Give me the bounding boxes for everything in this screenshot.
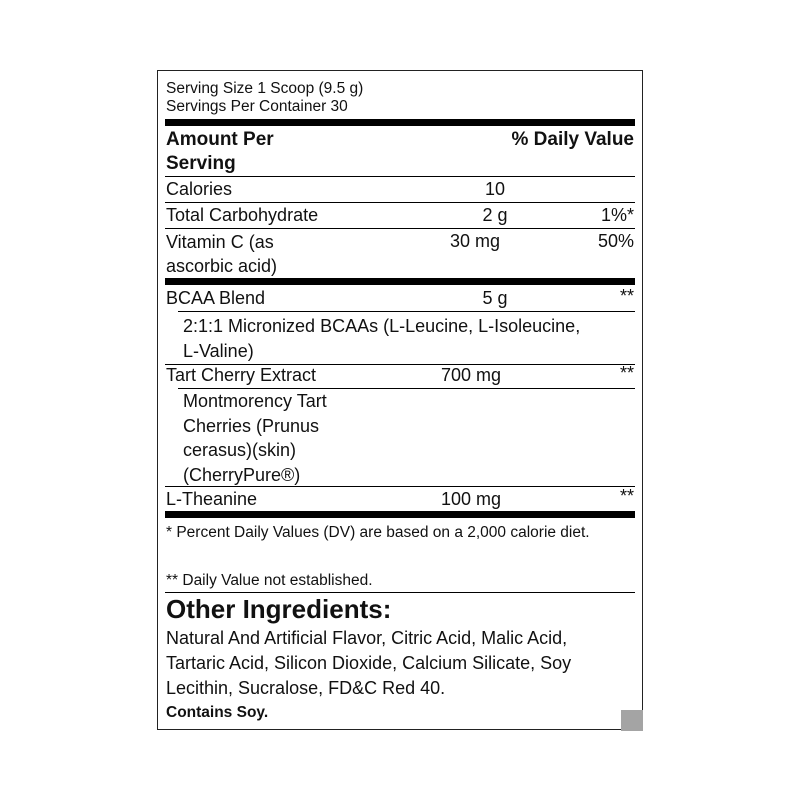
- servings-per-container: Servings Per Container 30: [166, 98, 348, 115]
- total-carbohydrate-label: Total Carbohydrate: [166, 205, 319, 225]
- vitamin-c-label: Vitamin C (as ascorbic acid): [166, 232, 278, 276]
- total-carbohydrate-dv: 1%*: [600, 205, 634, 225]
- row-divider: [165, 486, 635, 487]
- row-divider: [165, 592, 635, 593]
- bcaa-blend-label: BCAA Blend: [166, 288, 266, 308]
- bcaa-blend-ingredients: 2:1:1 Micronized BCAAs (L-Leucine, L-Isoleucine, L-Valine): [183, 316, 581, 361]
- tart-cherry-extract-dv: **: [619, 363, 634, 383]
- not-established-footnote: ** Daily Value not established.: [166, 572, 373, 589]
- row-divider: [165, 228, 635, 229]
- tart-cherry-ingredients: Montmorency Tart Cherries (Prunus cerasus)(skin) (CherryPure®): [183, 391, 327, 485]
- l-theanine-label: L-Theanine: [166, 489, 258, 509]
- calories-label: Calories: [166, 179, 233, 199]
- total-carbohydrate-amount: 2 g: [482, 205, 508, 225]
- thick-divider: [165, 511, 635, 518]
- other-ingredients-title: Other Ingredients:: [166, 594, 392, 624]
- tart-cherry-extract-label: Tart Cherry Extract: [166, 365, 317, 385]
- tart-cherry-extract-amount: 700 mg: [440, 365, 502, 385]
- serving-size: Serving Size 1 Scoop (9.5 g): [166, 80, 364, 97]
- row-divider: [165, 176, 635, 177]
- l-theanine-dv: **: [619, 486, 634, 506]
- supplement-facts-label: [157, 70, 643, 730]
- allergen-statement: Contains Soy.: [166, 704, 269, 721]
- row-divider: [165, 202, 635, 203]
- sub-row-divider: [178, 311, 635, 312]
- l-theanine-amount: 100 mg: [440, 489, 502, 509]
- vitamin-c-dv: 50%: [597, 231, 634, 251]
- bcaa-blend-amount: 5 g: [482, 288, 508, 308]
- daily-value-heading: % Daily Value: [511, 129, 634, 150]
- bcaa-blend-dv: **: [619, 286, 634, 306]
- thick-divider: [165, 278, 635, 285]
- other-ingredients-text: Natural And Artificial Flavor, Citric Acid, Malic Acid, Tartaric Acid, Silicon Dioxide, Calcium Silicate, Soy Lecithin, Sucralose, FD&C Red 40.: [166, 628, 572, 698]
- calories-amount: 10: [484, 179, 506, 199]
- scrollbar-corner: [621, 710, 643, 731]
- daily-value-footnote: * Percent Daily Values (DV) are based on a 2,000 calorie diet.: [166, 524, 590, 541]
- amount-per-serving-heading: Amount Per Serving: [166, 129, 274, 174]
- thick-divider: [165, 119, 635, 126]
- vitamin-c-amount: 30 mg: [449, 231, 501, 251]
